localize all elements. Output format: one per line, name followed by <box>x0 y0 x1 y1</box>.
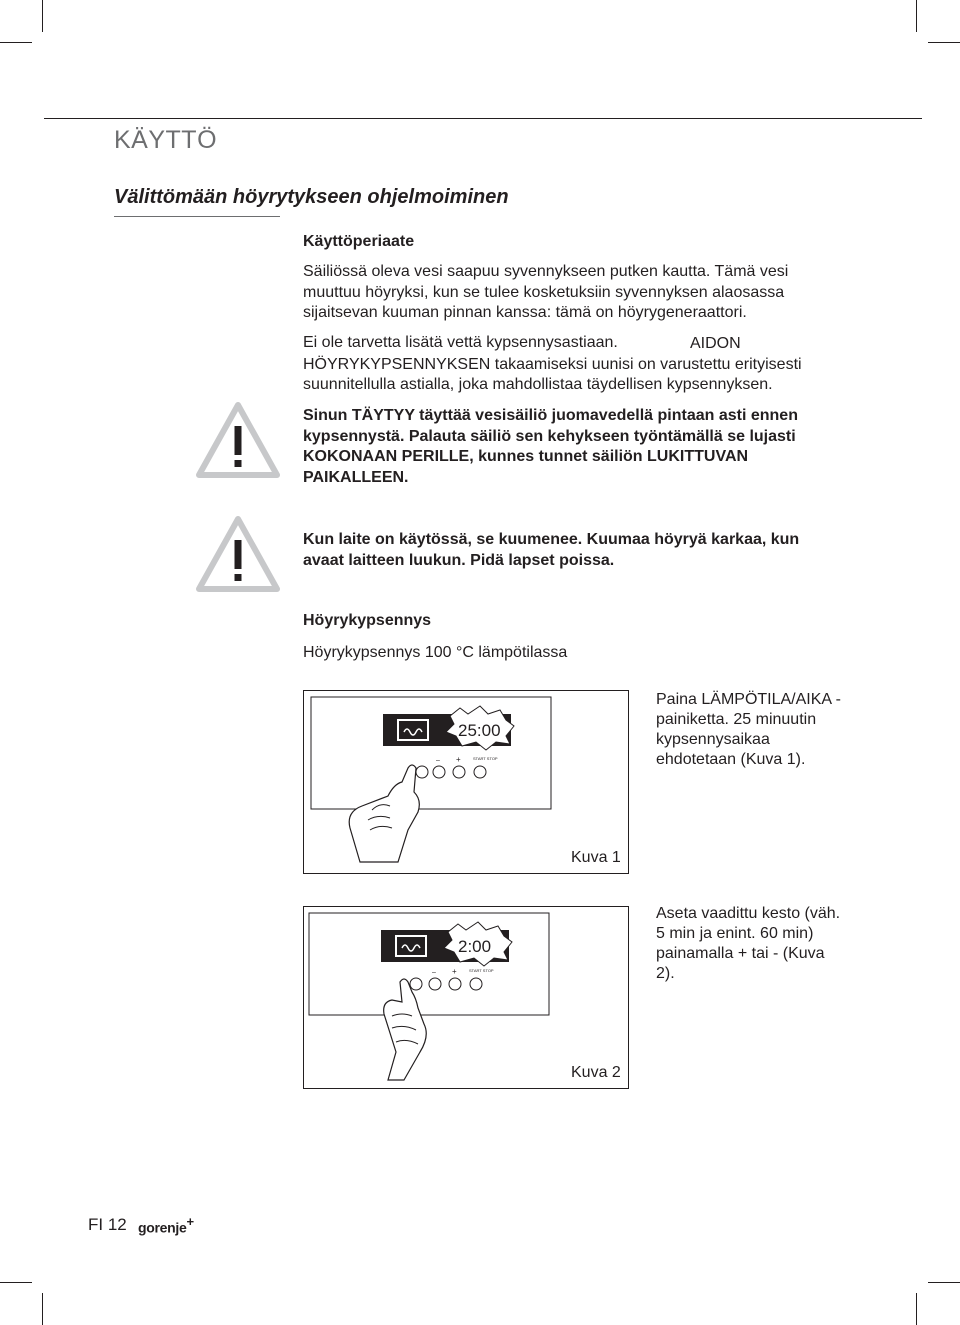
crop-mark <box>0 1282 32 1283</box>
page-subtitle: Välittömään höyrytykseen ohjelmoiminen <box>114 186 509 208</box>
start-stop-label: START STOP <box>469 968 494 973</box>
crop-mark <box>0 42 32 43</box>
time-display: 2:00 <box>458 937 492 956</box>
header-rule <box>44 118 922 119</box>
principle-heading: Käyttöperiaate <box>303 233 415 250</box>
principle-paragraph-1: Säiliössä oleva vesi saapuu syvennykseen putken kautta. Tämä vesi muuttuu höyryksi, kun se tulee kosketuksiin syvennyksen alaosassa sijaitsevan kuuman pinnan kanssa: tämä on höyrygeneraattori. <box>303 263 789 321</box>
plus-label: + <box>456 755 461 764</box>
steam-heading: Höyrykypsennys <box>303 612 432 629</box>
crop-mark <box>42 1293 43 1325</box>
pointing-hand-icon <box>349 765 419 862</box>
warning-text-hot-steam: Kun laite on käytössä, se kuumenee. Kuumaa höyryä karkaa, kun avaat laitteen luukun. Pidä lapset poissa. <box>303 531 800 569</box>
crop-mark <box>928 1282 960 1283</box>
warning-triangle-icon <box>196 516 280 592</box>
crop-mark <box>916 1293 917 1325</box>
start-stop-label: START STOP <box>473 756 498 761</box>
brand-plus: + <box>186 1214 194 1229</box>
brand-name: gorenje <box>138 1219 187 1236</box>
control-panel-illustration-2 <box>308 912 558 1084</box>
principle-paragraph-3: AIDON HÖYRYKYPSENNYKSEN takaamiseksi uunisi on varustettu erityisesti suunnitellulla astialla, joka mahdollistaa täydellisen kypsennyksen. <box>303 335 802 393</box>
time-display: 25:00 <box>458 721 501 740</box>
warning-text-fill-tank: Sinun TÄYTYY täyttää vesisäiliö juomavedellä pintaan asti ennen kypsennystä. Palauta säiliö sen kehykseen työntämällä se lujasti KOKONAAN PERILLE, kunnes tunnet säiliön LUKITTUVAN PAIKALLEEN. <box>303 407 798 486</box>
section-title: KÄYTTÖ <box>114 126 218 154</box>
subtitle-underline <box>114 216 280 217</box>
figure-2-caption: Kuva 2 <box>571 1064 621 1081</box>
pointing-hand-icon <box>384 979 427 1080</box>
control-panel-illustration-1 <box>310 696 560 868</box>
plus-label: + <box>452 967 457 976</box>
crop-mark <box>928 42 960 43</box>
crop-mark <box>42 0 43 32</box>
warning-triangle-icon <box>196 402 280 478</box>
minus-label: – <box>432 969 436 976</box>
page-number: FI 12 <box>88 1215 127 1234</box>
figure-1-caption: Kuva 1 <box>571 849 621 866</box>
figure-1-description: Paina LÄMPÖTILA/AIKA -painiketta. 25 minuutin kypsennysaikaa ehdotetaan (Kuva 1). <box>656 691 841 768</box>
brand-logo <box>138 1214 194 1237</box>
principle-paragraph-2: Ei ole tarvetta lisätä vettä kypsennysastiaan. <box>303 334 618 351</box>
figure-2-description: Aseta vaadittu kesto (väh. 5 min ja enint. 60 min) painamalla + tai - (Kuva 2). <box>656 905 841 982</box>
steam-subheading: Höyrykypsennys 100 °C lämpötilassa <box>303 644 568 661</box>
crop-mark <box>916 0 917 32</box>
minus-label: – <box>436 757 440 764</box>
